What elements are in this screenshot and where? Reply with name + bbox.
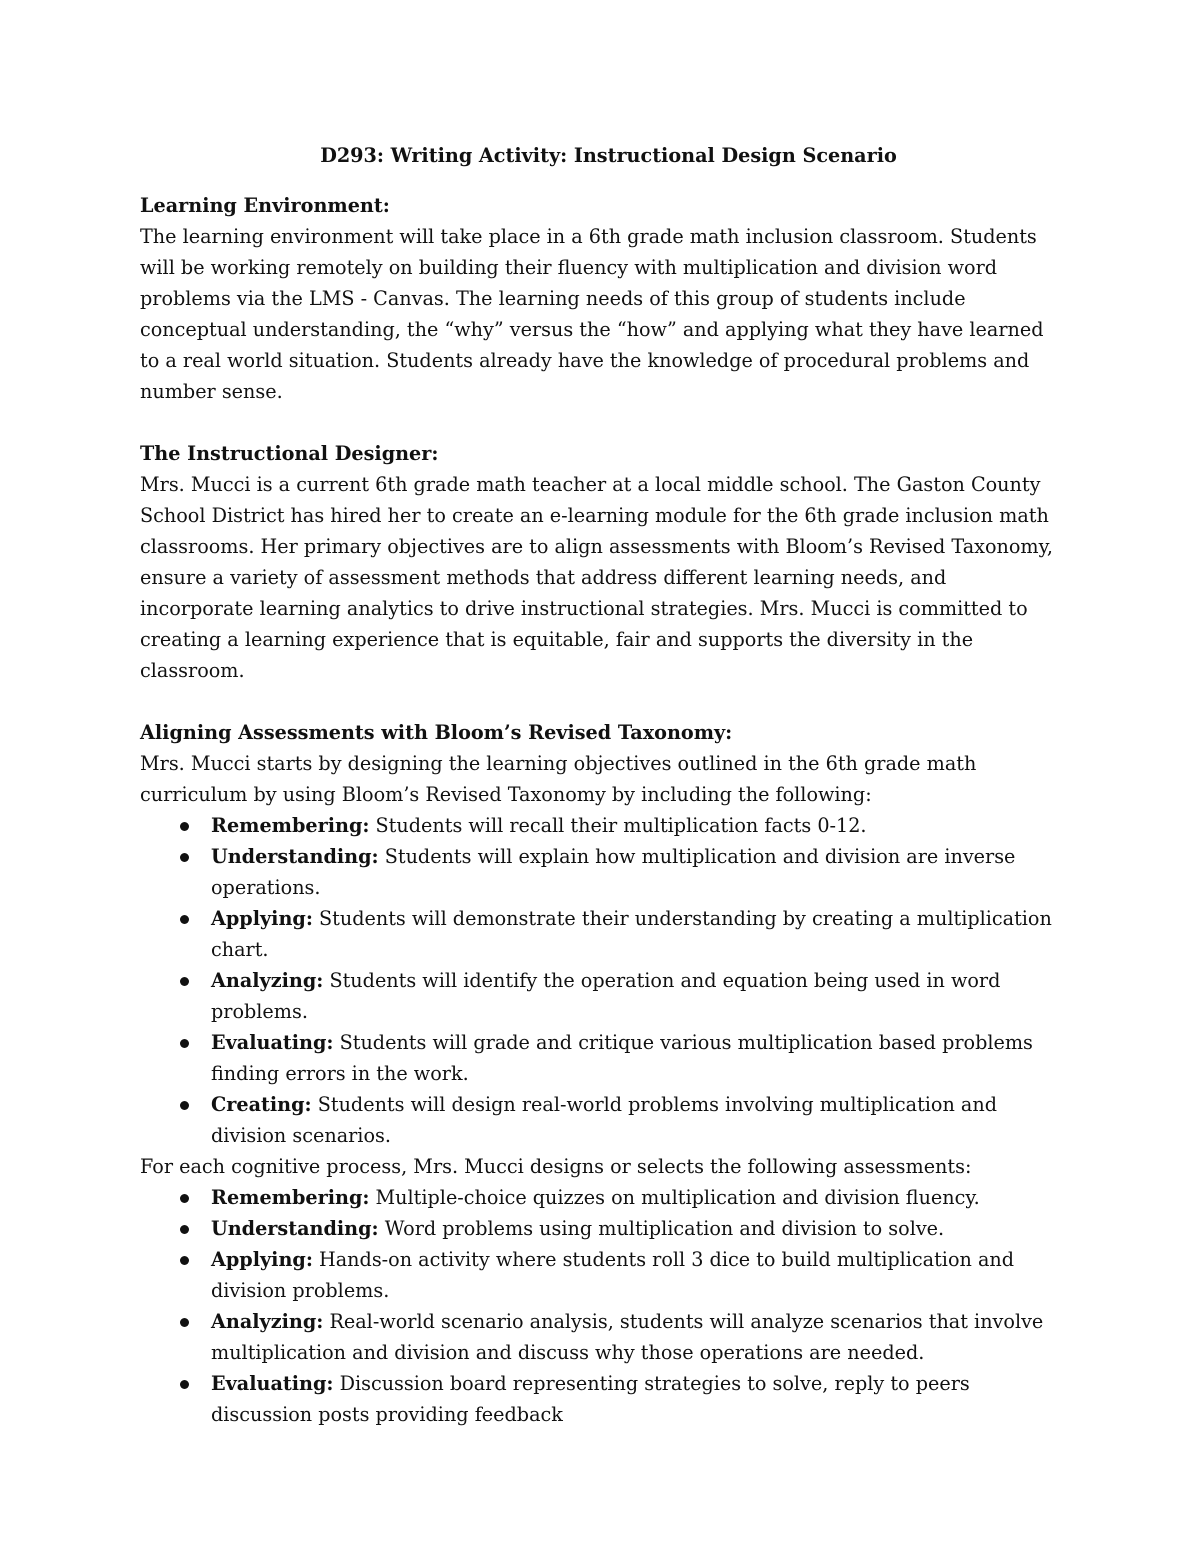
document-title: D293: Writing Activity: Instructional Design Scenario: [320, 144, 897, 167]
assessment-text: Word problems using multiplication and division to solve.: [378, 1217, 945, 1240]
objective-text: Students will demonstrate their understanding by creating a multiplication chart.: [211, 907, 1052, 961]
instructional-designer-body: Mrs. Mucci is a current 6th grade math teacher at a local middle school. The Gaston County School District has hired her to create an e-learning module for the 6th grade inclusion math classrooms. Her primary objectives are to align assessments with Bloom’s Revised Taxonomy, ensure a variety of assessment methods that address different learning needs, and incorporate learning analytics to drive instructional strategies. Mrs. Mucci is committed to creating a learning experience that is equitable, fair and supports the diversity in the classroom.: [140, 473, 1054, 682]
list-item: [140, 841, 1065, 903]
bullet-icon: [180, 1101, 189, 1110]
assessment-text: Real-world scenario analysis, students will analyze scenarios that involve multiplication and division and discuss why those operations are needed.: [211, 1310, 1044, 1364]
objective-term: Remembering:: [211, 814, 370, 837]
bullet-icon: [180, 1256, 189, 1265]
objective-term: Creating:: [211, 1093, 312, 1116]
assessment-term: Understanding:: [211, 1217, 379, 1240]
bullet-icon: [180, 1318, 189, 1327]
objective-term: Applying:: [211, 907, 313, 930]
list-item: [140, 965, 1065, 1027]
assessments-list: [140, 1182, 1065, 1430]
instructional-designer-heading: The Instructional Designer:: [140, 442, 439, 465]
list-item: [140, 1244, 1065, 1306]
bullet-icon: [180, 1039, 189, 1048]
list-item: [140, 903, 1065, 965]
assessments-intro: For each cognitive process, Mrs. Mucci designs or selects the following assessments:: [140, 1155, 972, 1178]
objectives-list: [140, 810, 1065, 1151]
objective-text: Students will design real-world problems involving multiplication and division scenarios.: [211, 1093, 998, 1147]
assessment-text: Multiple-choice quizzes on multiplication and division fluency.: [369, 1186, 980, 1209]
assessment-term: Evaluating:: [211, 1372, 334, 1395]
bullet-icon: [180, 853, 189, 862]
objective-term: Evaluating:: [211, 1031, 334, 1054]
objective-text: Students will recall their multiplication facts 0-12.: [369, 814, 867, 837]
assessment-text: Discussion board representing strategies to solve, reply to peers discussion posts providing feedback: [211, 1372, 970, 1426]
bullet-icon: [180, 1225, 189, 1234]
list-item: [140, 1213, 1065, 1244]
objective-term: Analyzing:: [211, 969, 324, 992]
list-item: [140, 1306, 1065, 1368]
list-item: [140, 1182, 1065, 1213]
objective-text: Students will identify the operation and equation being used in word problems.: [211, 969, 1001, 1023]
aligning-intro: Mrs. Mucci starts by designing the learning objectives outlined in the 6th grade math curriculum by using Bloom’s Revised Taxonomy by including the following:: [140, 752, 977, 806]
assessment-term: Applying:: [211, 1248, 313, 1271]
assessment-text: Hands-on activity where students roll 3 dice to build multiplication and division problems.: [211, 1248, 1015, 1302]
learning-environment-body: The learning environment will take place in a 6th grade math inclusion classroom. Students will be working remotely on building their fluency with multiplication and division word problems via the LMS - Canvas. The learning needs of this group of students include conceptual understanding, the “why” versus the “how” and applying what they have learned to a real world situation. Students already have the knowledge of procedural problems and number sense.: [140, 225, 1044, 403]
bullet-icon: [180, 1380, 189, 1389]
objective-term: Understanding:: [211, 845, 379, 868]
list-item: [140, 1368, 1065, 1430]
list-item: [140, 1027, 1065, 1089]
document-page: [140, 140, 1065, 1430]
objective-text: Students will grade and critique various multiplication based problems finding errors in the work.: [211, 1031, 1033, 1085]
aligning-heading: Aligning Assessments with Bloom’s Revised Taxonomy:: [140, 721, 733, 744]
bullet-icon: [180, 1194, 189, 1203]
list-item: [140, 1089, 1065, 1151]
bullet-icon: [180, 822, 189, 831]
bullet-icon: [180, 915, 189, 924]
objective-text: Students will explain how multiplication and division are inverse operations.: [211, 845, 1016, 899]
assessment-term: Remembering:: [211, 1186, 370, 1209]
learning-environment-heading: Learning Environment:: [140, 194, 390, 217]
bullet-icon: [180, 977, 189, 986]
list-item: [140, 810, 1065, 841]
assessment-term: Analyzing:: [211, 1310, 324, 1333]
